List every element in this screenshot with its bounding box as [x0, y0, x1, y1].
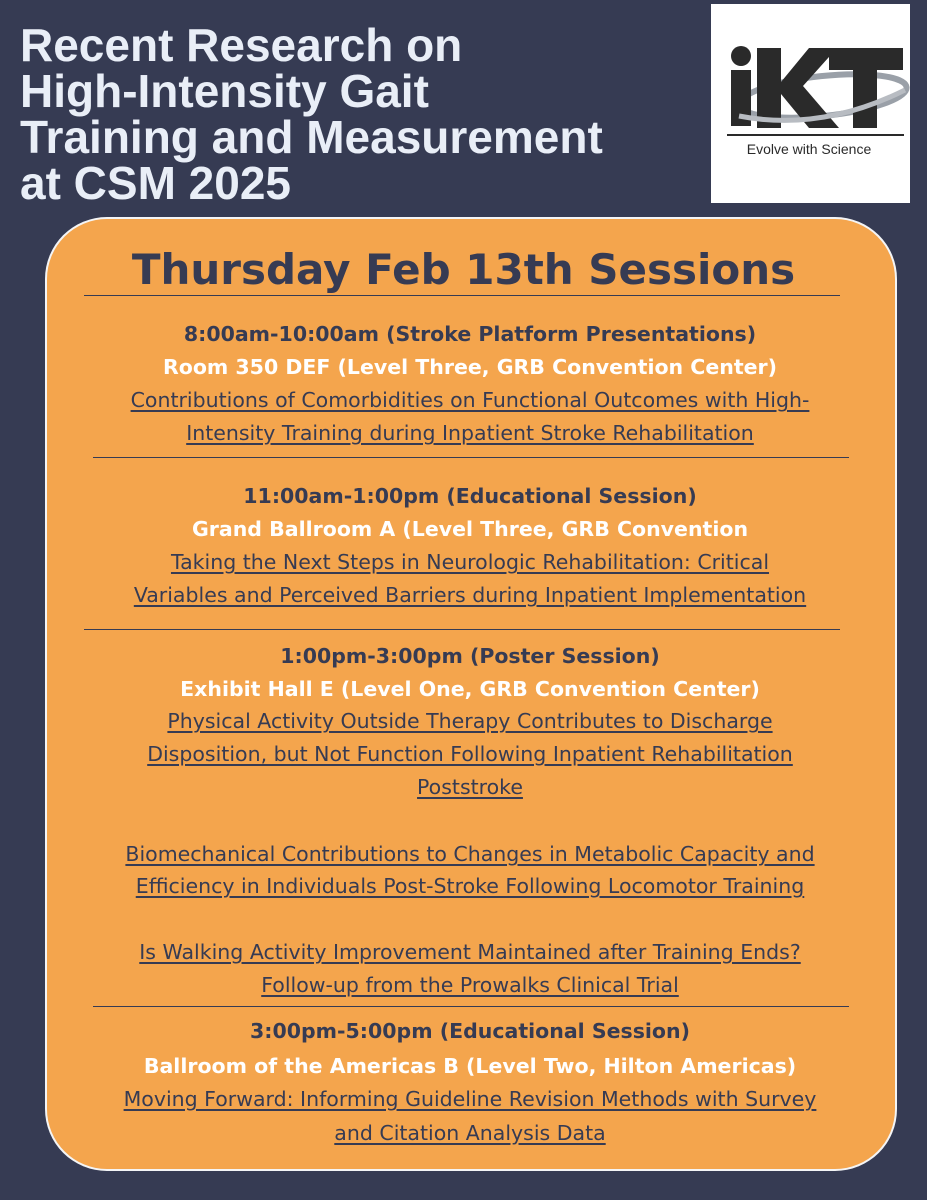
talk-link[interactable]: Taking the Next Steps in Neurologic Rehabilitation: Critical: [170, 550, 770, 574]
talk-link[interactable]: Biomechanical Contributions to Changes in Metabolic Capacity and: [125, 842, 815, 866]
title-divider: [84, 295, 840, 296]
session-time: 11:00am-1:00pm (Educational Session): [243, 484, 697, 508]
talk-link[interactable]: Efficiency in Individuals Post-Stroke Following Locomotor Training: [135, 874, 805, 898]
session-time: 8:00am-10:00am (Stroke Platform Presentations): [183, 322, 757, 346]
talk-link[interactable]: Moving Forward: Informing Guideline Revision Methods with Survey: [123, 1087, 817, 1111]
session-divider: [84, 629, 840, 630]
session-room: Exhibit Hall E (Level One, GRB Convention Center): [180, 677, 760, 701]
i-dot-icon: [731, 46, 751, 66]
title-line: High-Intensity Gait: [20, 65, 429, 117]
session-time: 1:00pm-3:00pm (Poster Session): [280, 644, 660, 668]
talk-link[interactable]: Is Walking Activity Improvement Maintained after Training Ends?: [139, 940, 801, 964]
ikt-logo: [711, 4, 910, 203]
talk-link[interactable]: Variables and Perceived Barriers during Inpatient Implementation: [133, 583, 807, 607]
session-room: Ballroom of the Americas B (Level Two, Hilton Americas): [143, 1054, 797, 1078]
talk-link[interactable]: and Citation Analysis Data: [334, 1121, 606, 1145]
session-time: 3:00pm-5:00pm (Educational Session): [250, 1019, 690, 1043]
session-divider: [93, 457, 849, 458]
page-title: [20, 19, 700, 209]
session-room: Grand Ballroom A (Level Three, GRB Convention: [191, 517, 749, 541]
title-line: Recent Research on: [20, 19, 463, 71]
session-room: Room 350 DEF (Level Three, GRB Convention Center): [162, 355, 778, 379]
talk-link[interactable]: Poststroke: [417, 775, 523, 799]
talk-link[interactable]: Contributions of Comorbidities on Functional Outcomes with High-: [130, 388, 810, 412]
title-line: at CSM 2025: [20, 157, 292, 209]
session-divider: [93, 1006, 849, 1007]
card-title: Thursday Feb 13th Sessions: [131, 245, 796, 294]
title-line: Training and Measurement: [20, 111, 603, 163]
ikt-logo-mark: [711, 4, 910, 203]
talk-link[interactable]: Physical Activity Outside Therapy Contributes to Discharge: [167, 709, 773, 733]
talk-link[interactable]: Intensity Training during Inpatient Stroke Rehabilitation: [186, 421, 754, 445]
talk-link[interactable]: Disposition, but Not Function Following Inpatient Rehabilitation: [147, 742, 793, 766]
talk-link[interactable]: Follow-up from the Prowalks Clinical Trial: [261, 973, 679, 997]
logo-tagline: Evolve with Science: [746, 141, 872, 157]
